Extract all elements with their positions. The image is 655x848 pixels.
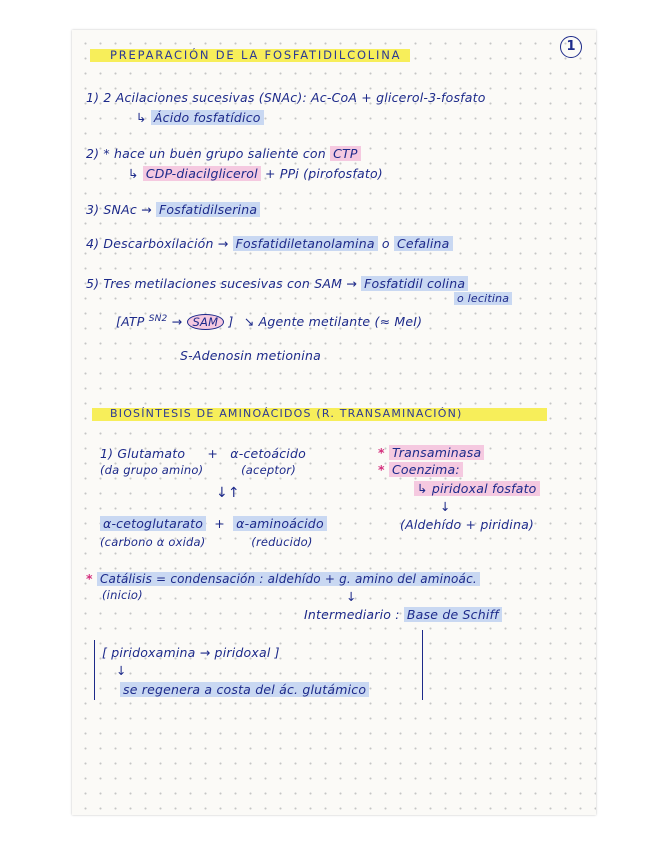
sn2-label: SN2 [148,314,168,324]
atp-label: [ATP [116,314,145,330]
step2-ctp: CTP [330,146,361,161]
step2-plus: + PPi (pirofosfato) [264,166,383,181]
box-line1-text: [ piridoxamina → piridoxal ] [102,645,280,660]
coenzyme-label: Coenzima: [389,462,463,477]
arrow-icon: → [171,314,183,330]
step1-line [86,90,486,105]
row1-line [100,446,306,461]
box-line2 [120,682,369,697]
box-right-border [422,630,423,700]
row2-line [100,516,327,531]
box-left-border [94,640,95,700]
step4-result: Fosfatidiletanolamina [233,236,378,251]
enzyme-name: Transaminasa [389,445,484,460]
coenzyme-line [378,462,463,477]
step3-line [86,202,260,217]
step2-result: CDP-diacilglicerol [143,166,261,181]
catalysis-sub-line [102,588,143,602]
step5-line [86,276,468,291]
row1-sub1: (da grupo amino) [100,463,204,477]
cofactor-text: ↳ piridoxal fosfato [414,481,540,496]
star-icon: * [86,571,93,586]
step3-label: 3) SNAc → [86,202,152,217]
step5-result: Fosfatidil colina [361,276,468,291]
bracket-close: ] [228,314,234,330]
arrow-icon: ↳ [136,110,147,125]
row2-sub2: (reducido) [251,535,313,549]
step3-result: Fosfatidilserina [156,202,260,217]
step2-label: 2) * hace un buen grupo saliente con [86,146,326,161]
row2-sub-line [100,535,313,549]
step5-alt: o lecitina [454,292,512,305]
step5-label: 5) Tres metilaciones sucesivas con SAM → [86,276,357,291]
reagent-line [116,314,422,330]
step1-result: Ácido fosfatídico [151,110,264,125]
row1-sub-line [100,463,296,477]
box-arrow: ↓ [116,663,127,678]
catalysis-line [86,571,480,586]
step2-result-line [128,166,383,181]
row1-label: 1) Glutamato [100,446,186,461]
step4-label: 4) Descarboxilación → [86,236,229,251]
step4-alt: Cefalina [394,236,453,251]
step1-text: Ac-CoA + glicerol-3-fosfato [311,90,486,105]
row1-reactant2: α-cetoácido [230,446,306,461]
intermediate-line [304,607,502,622]
sam-name: S-Adenosin metionina [180,348,321,363]
enzyme-line [378,445,484,460]
base-de-schiff: Base de Schiff [404,607,502,622]
row1-sub2: (aceptor) [241,463,296,477]
notebook-page [72,30,596,815]
cofactor-arrow: ↓ [440,499,451,514]
star-icon: * [378,462,385,477]
step1-result-line [136,110,264,125]
row2-plus: + [214,516,225,531]
catalysis-text: Catálisis = condensación : aldehído + g. amino del aminoác. [97,572,480,586]
box-line2-text: se regenera a costa del ác. glutámico [120,682,369,697]
section1-title: PREPARACIÓN DE LA FOSFATIDILCOLINA [110,48,402,62]
row2-sub1: (carbono α oxida) [100,535,206,549]
step1-label: 1) 2 Acilaciones sucesivas (SNAc): [86,90,307,105]
arrow-icon: ↳ [128,166,139,181]
intermediate-label: Intermediario : [304,607,400,622]
composition-text: (Aldehído + piridina) [400,517,535,532]
row2-product2: α-aminoácido [233,516,327,531]
step5-alt-line [454,292,512,305]
sam-name-line [180,348,321,363]
row2-product1: α-cetoglutarato [100,516,206,531]
step4-line [86,236,453,251]
cofactor-line [414,481,540,496]
equilibrium-arrows: ↓↑ [216,485,240,501]
step2-line [86,146,361,161]
row1-plus: + [207,446,219,461]
section2-title: BIOSÍNTESIS DE AMINOÁCIDOS (R. TRANSAMINACIÓN) [110,407,463,420]
composition-line [400,517,534,532]
catalysis-sub: (inicio) [102,588,143,602]
star-icon: * [378,445,385,460]
sam-circle: SAM [187,314,225,330]
step4-or: o [381,236,390,251]
page-number: 1 [560,36,582,58]
box-line1 [102,645,280,660]
catalysis-arrow: ↓ [346,589,357,604]
agent-text: Agente metilante (≈ MeI) [258,314,423,330]
arrow-icon: ↘ [243,314,255,330]
